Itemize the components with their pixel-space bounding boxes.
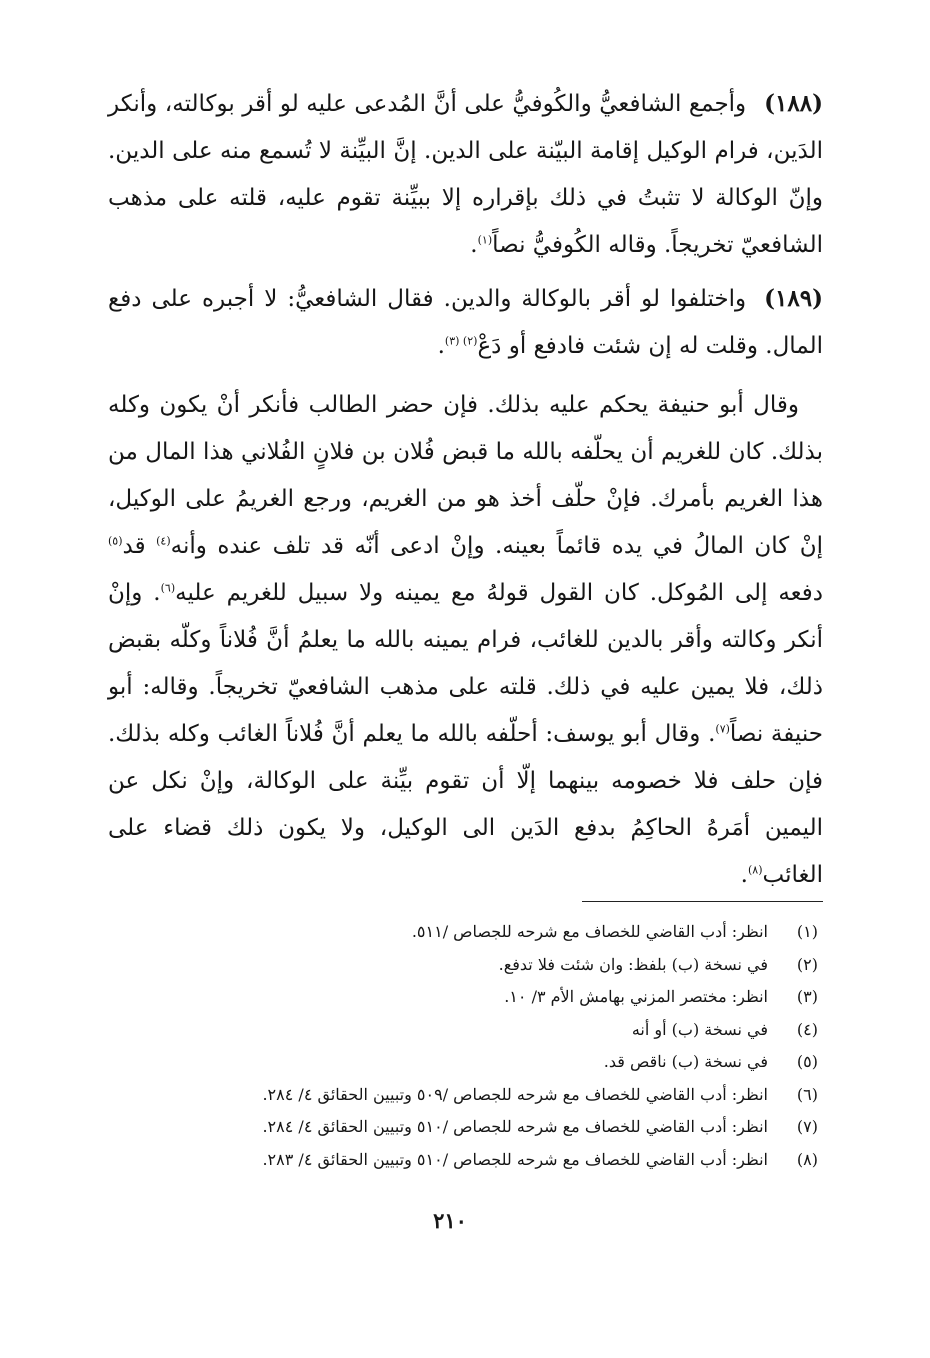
paragraph-abu-hanifa: [108, 382, 823, 899]
main-text: [108, 80, 823, 899]
footnote-ref: (٥): [108, 534, 123, 548]
footnote-ref: (٨): [747, 863, 763, 877]
paragraph-text-part: وقال أبو حنيفة يحكم عليه بذلك. فإن حضر الطالب فأنكر أنْ يكون وكله بذلك. كان للغريم أن يحلّفه بالله ما قبض فُلان بن فلانٍ الفُلاني هذا المال من هذا الغريم بأمرك. فإنْ حلّف أخذ هو من الغريم، ورجع الغريمُ على الوكيل، إنْ كان المالُ في يده قائماً بعينه. وإنْ ادعى أنّه قد تلف عنده وأنه: [108, 392, 823, 559]
footnote-number: (٧): [796, 1117, 818, 1136]
paragraph-188: [108, 80, 823, 269]
footnote-item: [108, 1144, 823, 1177]
paragraph-text: واختلفوا لو أقر بالوكالة والدين. فقال الشافعيُّ: لا أجبره على دفع المال. وقلت له إن شئت فادفع أو دَعْ: [108, 286, 823, 359]
paragraph-text-part: قد: [122, 533, 157, 559]
footnote-ref: (١): [477, 233, 493, 247]
footnote-item: [108, 916, 823, 949]
footnote-text: انظر: أدب القاضي للخصاف مع شرحه للجصاص /٥١٠ وتبيين الحقائق ٤/ ٢٨٤.: [262, 1117, 768, 1136]
footnote-ref: (٧): [715, 722, 730, 736]
footnote-number: (٥): [796, 1052, 818, 1071]
footnote-ref: (٦): [160, 581, 176, 595]
footnote-item: [108, 1014, 823, 1047]
footnote-text: انظر: أدب القاضي للخصاف مع شرحه للجصاص /٥١١.: [411, 922, 768, 941]
paragraph-number: (١٨٨): [764, 90, 823, 117]
footnote-item: [108, 1079, 823, 1112]
footnote-separator: [582, 901, 823, 902]
paragraph-end: .: [470, 232, 478, 258]
footnote-item: [108, 949, 823, 982]
paragraph-189: [108, 275, 823, 370]
page-number: ٢١٠: [433, 1208, 467, 1233]
footnotes-list: [108, 916, 823, 1176]
paragraph-text-part: .: [740, 862, 748, 888]
paragraph-text: وأجمع الشافعيُّ والكُوفيُّ على أنَّ المُدعى عليه لو أقر بوكالته، وأنكر الدَين، فرام الوكيل إقامة البيّنة على الدين. إنَّ البيِّنة لا تُسمع منه على الدين. وإنّ الوكالة لا تثبتُ في ذلك بإقراره إلا ببيِّنة تقوم عليه، قلته على مذهب الشافعيّ تخريجاً. وقاله الكُوفيُّ نصاً: [108, 91, 823, 258]
footnote-text: في نسخة (ب) ناقص قد.: [603, 1052, 768, 1071]
footnote-number: (٤): [796, 1019, 818, 1039]
footnote-ref: (٢) (٣): [444, 334, 478, 348]
paragraph-text-part: . وقال أبو يوسف: أحلّفه بالله ما يعلم أنَّ فُلاناً الغائب وكله بذلك. فإن حلف فلا خصومه بينهما إلّا أن تقوم بيِّنة على الوكالة، وإنْ نكل عن اليمين أمَرهُ الحاكِمُ بدفع الدَين الى الوكيل، ولا يكون ذلك قضاء على الغائب: [108, 721, 823, 888]
footnote-number: (٦): [796, 1084, 818, 1104]
paragraph-end: .: [437, 333, 445, 359]
footnote-number: (١): [796, 922, 818, 941]
footnote-ref: (٤): [156, 534, 171, 548]
footnote-number: (٢): [796, 954, 818, 974]
footnote-item: [108, 981, 823, 1014]
footnote-number: (٨): [796, 1149, 818, 1169]
paragraph-number: (١٨٩): [764, 285, 823, 312]
footnote-text: انظر: أدب القاضي للخصاف مع شرحه للجصاص /٥٠٩ وتبيين الحقائق ٤/ ٢٨٤.: [262, 1084, 768, 1104]
footnote-item: [108, 1046, 823, 1079]
footnote-text: انظر: أدب القاضي للخصاف مع شرحه للجصاص /٥١٠ وتبيين الحقائق ٤/ ٢٨٣.: [262, 1149, 768, 1169]
footnote-text: في نسخة (ب) بلفظ: وان شئت فلا تدفع.: [498, 954, 768, 974]
footnote-text: انظر: مختصر المزني بهامش الأم ٣/ ١٠.: [504, 987, 768, 1006]
paragraph-text-part: دفعه إلى المُوكل. كان القول قولهُ مع يمينه ولا سبيل للغريم عليه: [175, 580, 824, 606]
footnote-text: في نسخة (ب) أو أنه: [631, 1019, 768, 1039]
footnote-number: (٣): [796, 987, 818, 1006]
paragraph-text-part: . وإنْ أنكر وكالته وأقر بالدين للغائب، فرام يمينه بالله ما يعلمُ أنَّ فُلاناً وكلّه بقبض ذلك، فلا يمين عليه في ذلك. قلته على مذهب الشافعيّ تخريجاً. وقاله: أبو حنيفة نصاً: [108, 580, 823, 747]
footnote-item: [108, 1111, 823, 1144]
